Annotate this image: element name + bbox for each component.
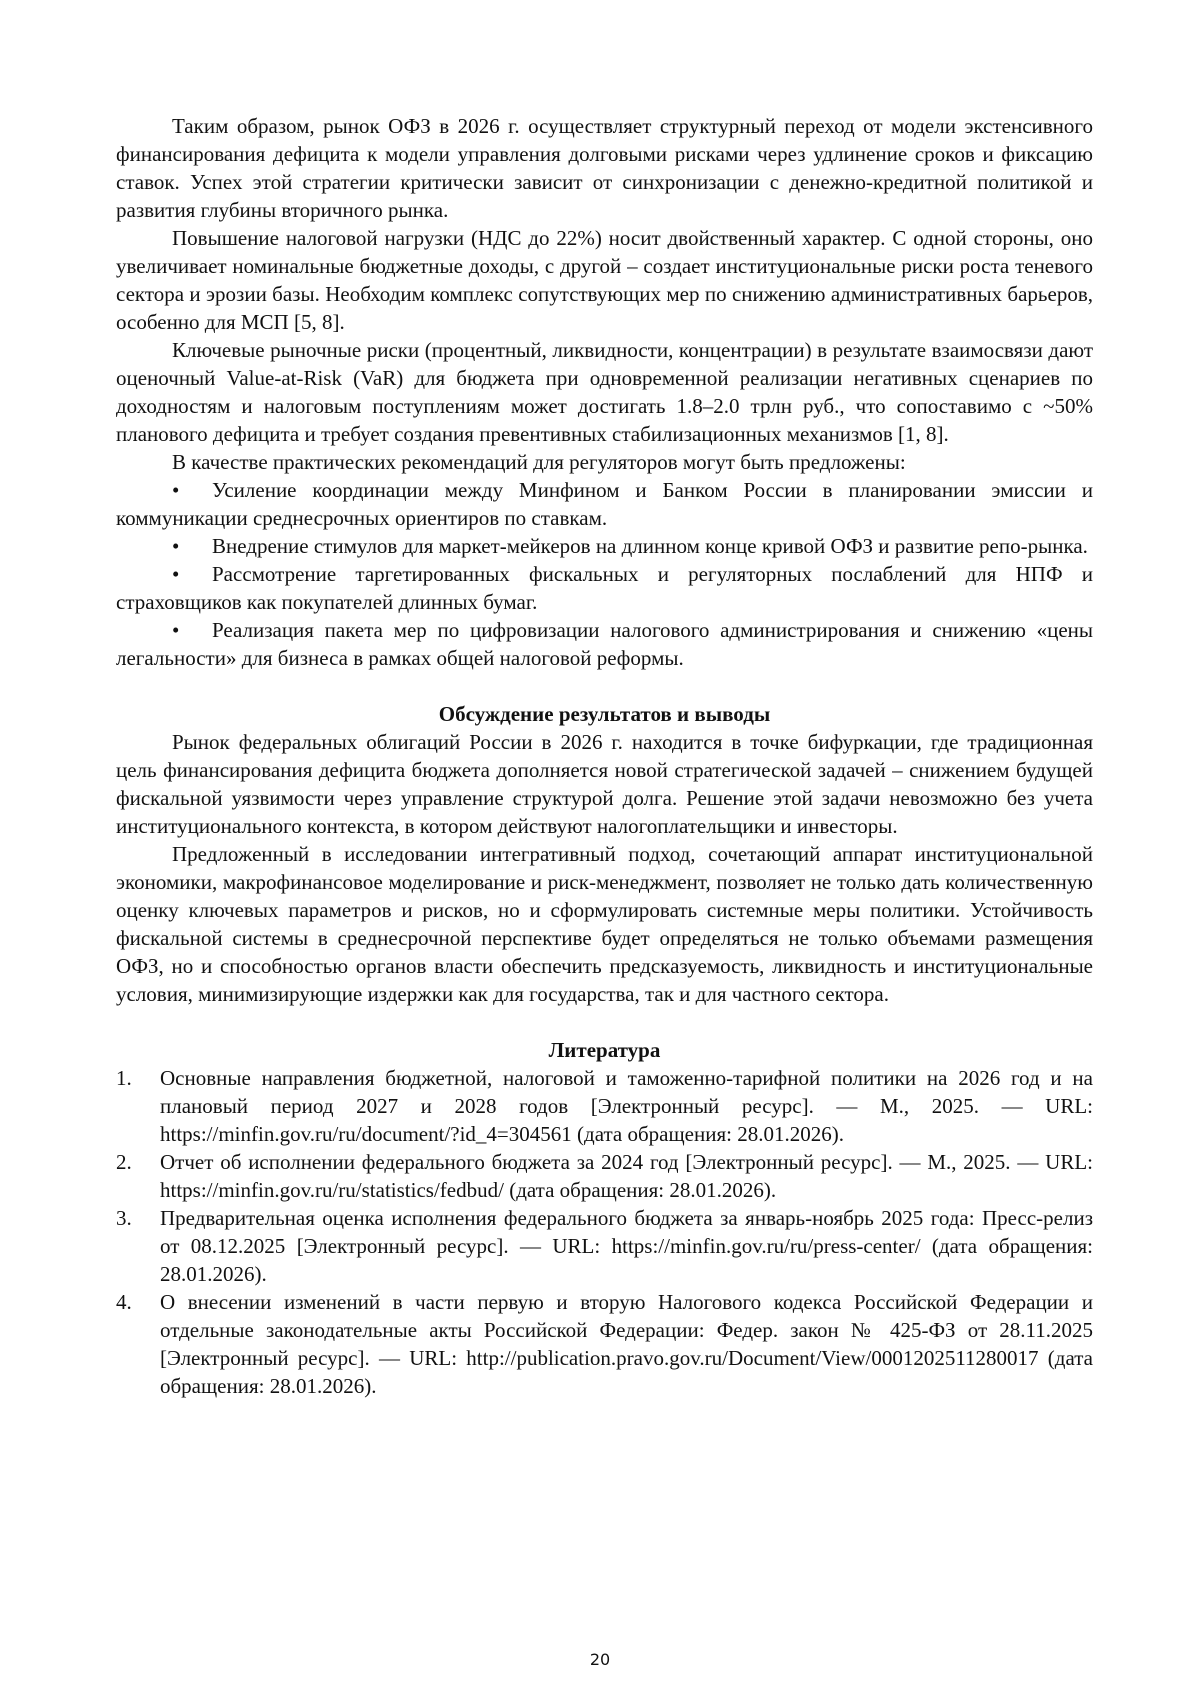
paragraph: В качестве практических рекомендаций для регуляторов могут быть предложены: [172, 450, 906, 474]
reference-list [116, 1064, 1093, 1400]
paragraph: Таким образом, рынок ОФЗ в 2026 г. осуществляет структурный переход от модели экстенсивного финансирования дефицита к модели управления долговыми рисками через удлинение сроков и фиксацию ставок. Успех этой стратегии критически зависит от синхронизации с денежно-кредитной политикой и развития глубины вторичного рынка. [116, 114, 1093, 222]
paragraph: Повышение налоговой нагрузки (НДС до 22%) носит двойственный характер. С одной стороны, оно увеличивает номинальные бюджетные доходы, с другой – создает институциональные риски роста теневого сектора и эрозии базы. Необходим комплекс сопутствующих мер по снижению административных барьеров, особенно для МСП [5, 8]. [116, 226, 1093, 334]
reference-number: 3. [116, 1206, 132, 1230]
page-content [116, 112, 1093, 1400]
paragraph: Ключевые рыночные риски (процентный, ликвидности, концентрации) в результате взаимосвязи дают оценочный Value-at-Risk (VaR) для бюджета при одновременной реализации негативных сценариев по доходностям и налоговым поступлениям может достигать 1.8–2.0 трлн руб., что сопоставимо с ~50% планового дефицита и требует создания превентивных стабилизационных механизмов [1, 8]. [116, 338, 1093, 446]
page-number: 20 [589, 1650, 611, 1669]
paragraph: Рынок федеральных облигаций России в 2026 г. находится в точке бифуркации, где традиционная цель финансирования дефицита бюджета дополняется новой стратегической задачей – снижением будущей фискальной уязвимости через управление структурой долга. Решение этой задачи невозможно без учета институционального контекста, в котором действуют налогоплательщики и инвесторы. [116, 730, 1093, 838]
reference-item [116, 1148, 1093, 1204]
reference-number: 4. [116, 1290, 132, 1314]
reference-number: 1. [116, 1066, 132, 1090]
reference-text: Основные направления бюджетной, налоговой и таможенно-тарифной политики на 2026 год и на плановый период 2027 и 2028 годов [Электронный ресурс]. — М., 2025. — URL: https://minfin.gov.ru/ru/document/?id_4=304561 (дата обращения: 28.01.2026). [160, 1066, 1093, 1146]
section-heading-references: Литература [548, 1038, 661, 1062]
bullet-item [116, 532, 1093, 560]
reference-item [116, 1204, 1093, 1288]
bullet-text: Усиление координации между Минфином и Банком России в планировании эмиссии и коммуникации среднесрочных ориентиров по ставкам. [116, 478, 1093, 530]
spacer [116, 672, 1093, 700]
bullet-icon: • [172, 618, 180, 642]
bullet-icon: • [172, 478, 180, 502]
reference-text: Предварительная оценка исполнения федерального бюджета за январь-ноябрь 2025 года: Пресс-релиз от 08.12.2025 [Электронный ресурс]. — URL: https://minfin.gov.ru/ru/press-center/ (дата обращения: 28.01.2026). [160, 1206, 1093, 1286]
spacer [116, 1008, 1093, 1036]
bullet-text: Реализация пакета мер по цифровизации налогового администрирования и снижению «цены легальности» для бизнеса в рамках общей налоговой реформы. [116, 618, 1093, 670]
reference-item [116, 1288, 1093, 1400]
bullet-item [116, 560, 1093, 616]
paragraph: Предложенный в исследовании интегративный подход, сочетающий аппарат институциональной экономики, макрофинансовое моделирование и риск-менеджмент, позволяет не только дать количественную оценку ключевых параметров и рисков, но и сформулировать системные меры политики. Устойчивость фискальной системы в среднесрочной перспективе будет определяться не только объемами размещения ОФЗ, но и способностью органов власти обеспечить предсказуемость, ликвидность и институциональные условия, минимизирующие издержки как для государства, так и для частного сектора. [116, 842, 1093, 1006]
section-heading-discussion: Обсуждение результатов и выводы [438, 702, 771, 726]
bullet-icon: • [172, 562, 180, 586]
reference-item [116, 1064, 1093, 1148]
reference-text: Отчет об исполнении федерального бюджета за 2024 год [Электронный ресурс]. — М., 2025. — URL: https://minfin.gov.ru/ru/statistics/fedbud/ (дата обращения: 28.01.2026). [160, 1150, 1093, 1202]
reference-text: О внесении изменений в части первую и вторую Налогового кодекса Российской Федерации и отдельные законодательные акты Российской Федерации: Федер. закон № 425-ФЗ от 28.11.2025 [Электронный ресурс]. — URL: http://publication.pravo.gov.ru/Document/View/0001202511280017 (дата обращения: 28.01.2026). [160, 1290, 1093, 1398]
bullet-item [116, 476, 1093, 532]
bullet-item [116, 616, 1093, 672]
bullet-text: Рассмотрение таргетированных фискальных и регуляторных послаблений для НПФ и страховщиков как покупателей длинных бумаг. [116, 562, 1093, 614]
reference-number: 2. [116, 1150, 132, 1174]
bullet-text: Внедрение стимулов для маркет-мейкеров на длинном конце кривой ОФЗ и развитие репо-рынка. [212, 534, 1088, 558]
bullet-icon: • [172, 534, 180, 558]
